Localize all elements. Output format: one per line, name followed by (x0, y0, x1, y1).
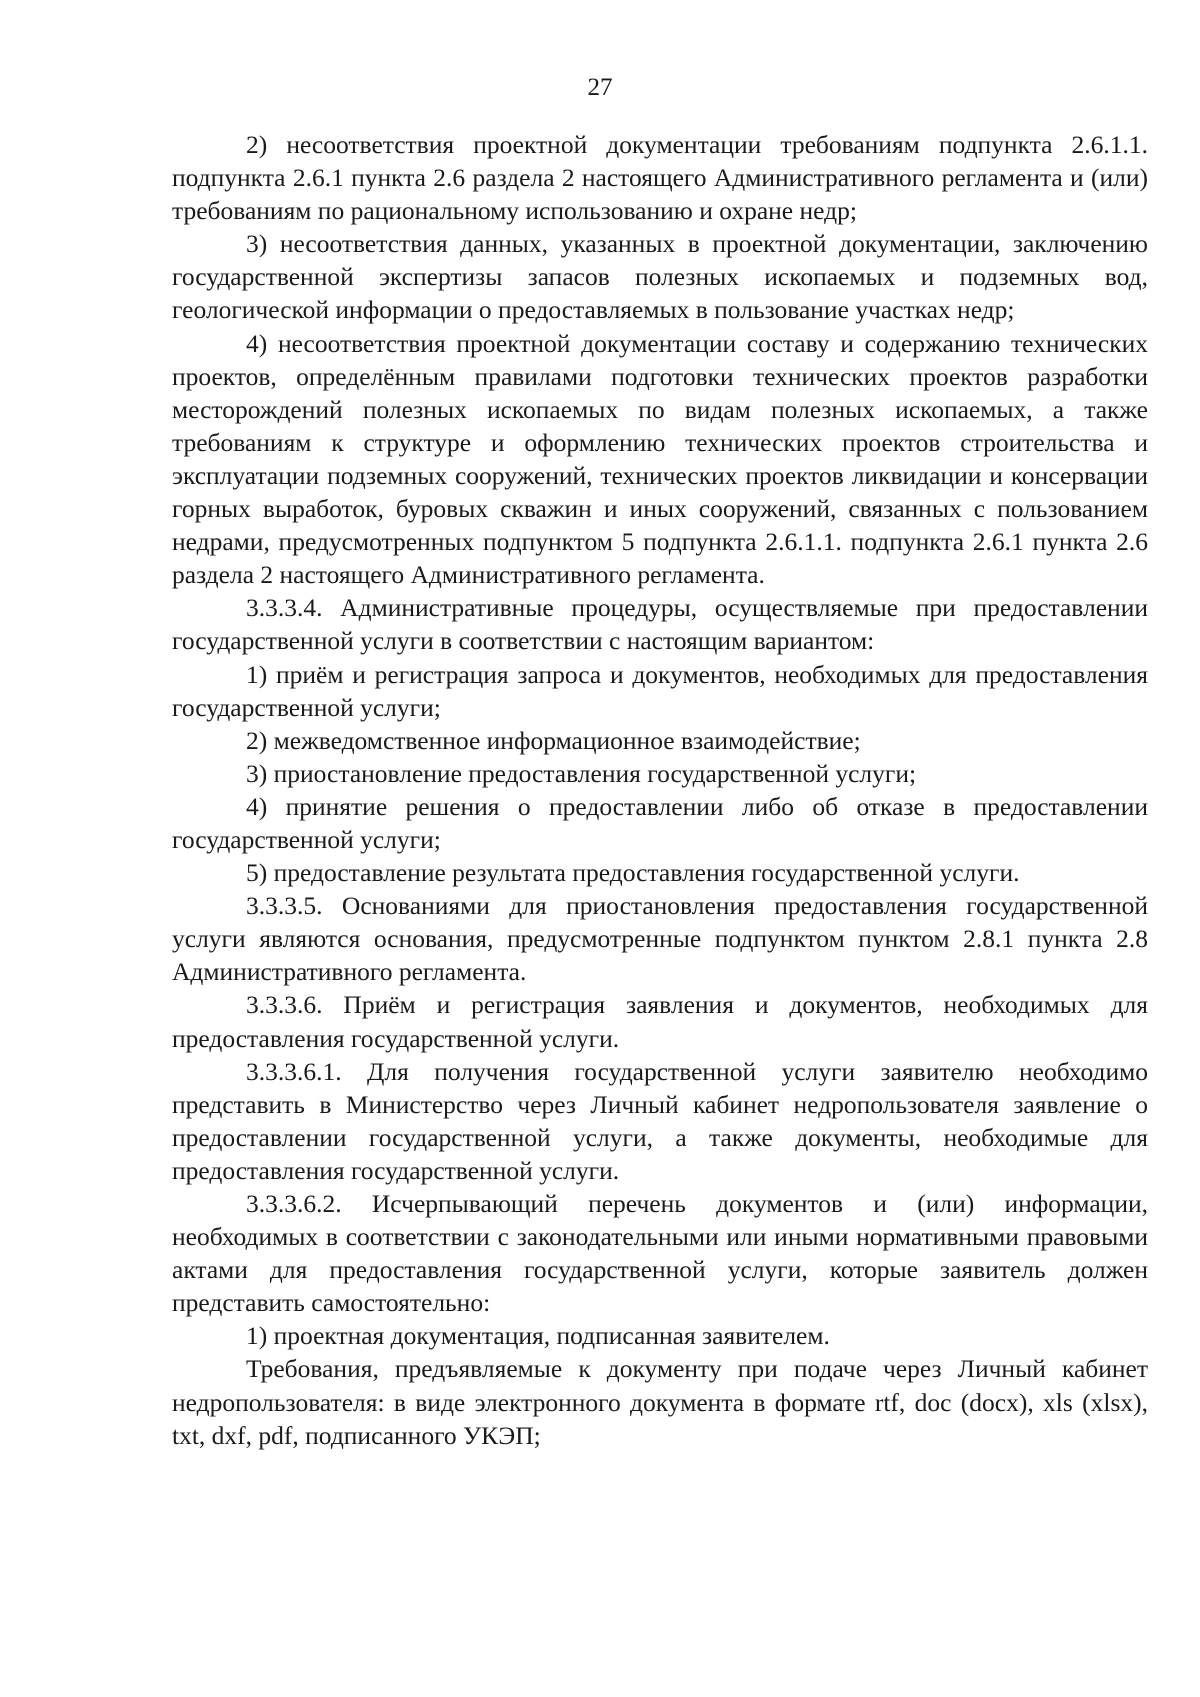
paragraph-item-3: 3) несоответствия данных, указанных в проектной документации, заключению государственной экспертизы запасов полезных ископаемых и подземных вод, геологической информации о предоставляемых в пользование участках недр; (172, 229, 1148, 325)
procedure-item-5: 5) предоставление результата предоставления государственной услуги. (246, 858, 1020, 888)
paragraph-3-3-3-4: 3.3.3.4. Административные процедуры, осуществляемые при предоставлении государственной услуги в соответствии с настоящим вариантом: (172, 593, 1148, 656)
document-item-1: 1) проектная документация, подписанная заявителем. (246, 1321, 830, 1351)
paragraph-3-3-3-6-1: 3.3.3.6.1. Для получения государственной услуги заявителю необходимо представить в Министерство через Личный кабинет недропользователя заявление о предоставлении государственной услуги, а также документы, необходимые для предоставления государственной услуги. (172, 1056, 1148, 1185)
page-number: 27 (587, 74, 613, 101)
requirements-paragraph: Требования, предъявляемые к документу при подаче через Личный кабинет недропользователя: в виде электронного документа в формате rtf, doc (docx), xls (xlsx), txt, dxf, pdf, подписанного УКЭП; (172, 1354, 1148, 1450)
paragraph-item-4: 4) несоответствия проектной документации составу и содержанию технических проектов, определённым правилами подготовки технических проектов разработки месторождений полезных ископаемых по видам полезных ископаемых, а также требованиям к структуре и оформлению технических проектов строительства и эксплуатации подземных сооружений, технических проектов ликвидации и консервации горных выработок, буровых скважин и иных сооружений, связанных с пользованием недрами, предусмотренных подпунктом 5 подпункта 2.6.1.1. подпункта 2.6.1 пункта 2.6 раздела 2 настоящего Административного регламента. (172, 328, 1148, 590)
document-body (172, 128, 1148, 1452)
paragraph-3-3-3-5: 3.3.3.5. Основаниями для приостановления предоставления государственной услуги являются основания, предусмотренные подпунктом пунктом 2.8.1 пункта 2.8 Административного регламента. (172, 891, 1148, 987)
procedure-item-1: 1) приём и регистрация запроса и документов, необходимых для предоставления государственной услуги; (172, 659, 1148, 722)
procedure-item-3: 3) приостановление предоставления государственной услуги; (246, 758, 917, 788)
paragraph-3-3-3-6-2: 3.3.3.6.2. Исчерпывающий перечень документов и (или) информации, необходимых в соответствии с законодательными или иными нормативными правовыми актами для предоставления государственной услуги, которые заявитель должен представить самостоятельно: (172, 1189, 1148, 1318)
procedure-item-4: 4) принятие решения о предоставлении либо об отказе в предоставлении государственной услуги; (172, 791, 1148, 854)
procedure-item-2: 2) межведомственное информационное взаимодействие; (246, 725, 861, 755)
paragraph-item-2: 2) несоответствия проектной документации требованиям подпункта 2.6.1.1. подпункта 2.6.1 пункта 2.6 раздела 2 настоящего Административного регламента и (или) требованиям по рациональному использованию и охране недр; (172, 130, 1148, 226)
paragraph-3-3-3-6: 3.3.3.6. Приём и регистрация заявления и документов, необходимых для предоставления государственной услуги. (172, 990, 1148, 1053)
